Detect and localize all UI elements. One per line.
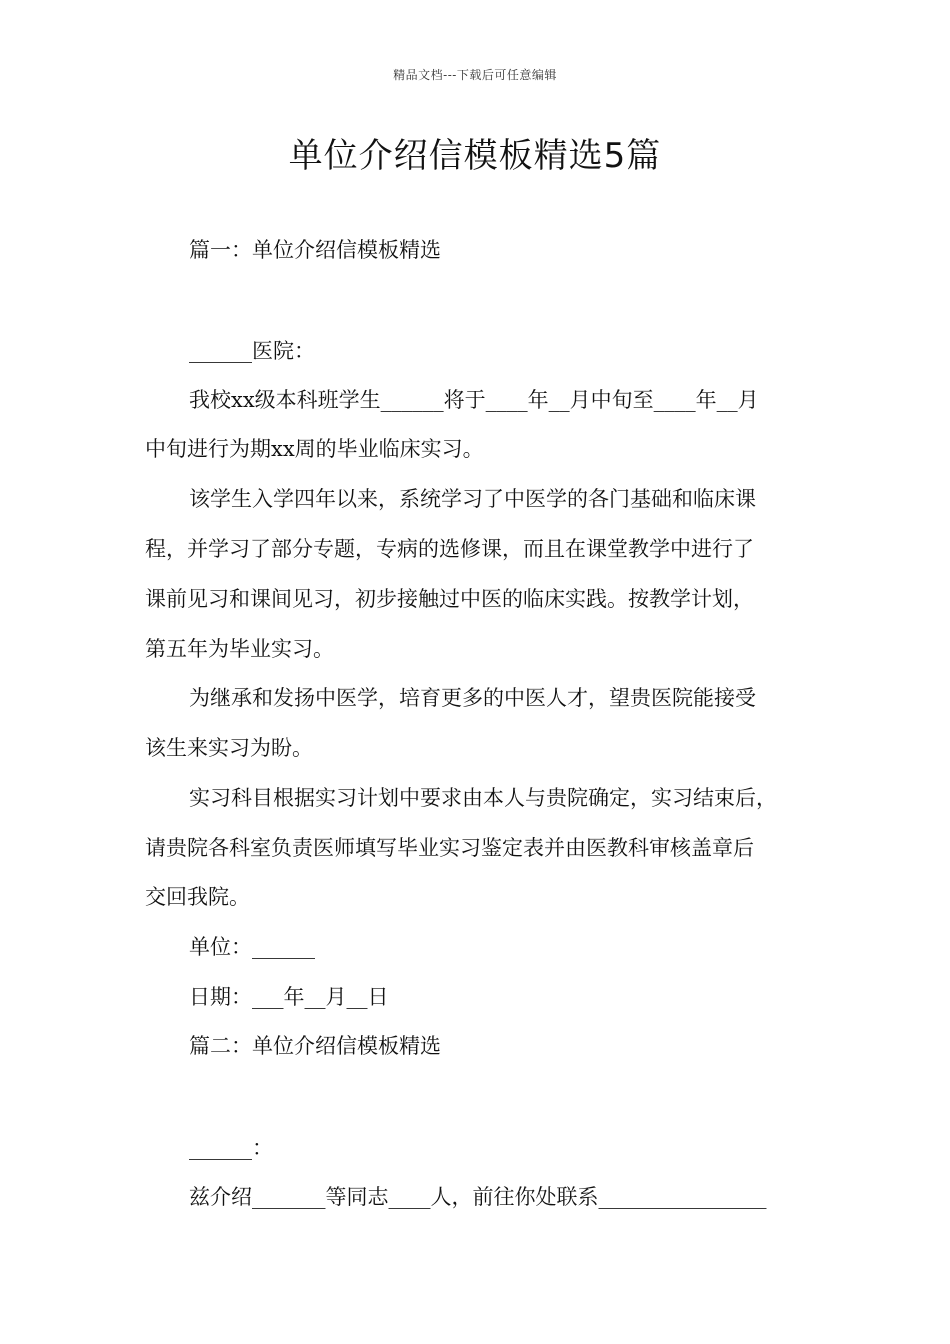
body-line: 交回我院。 bbox=[145, 885, 250, 909]
unit-line: 单位：______ bbox=[189, 935, 315, 959]
header-note: 精品文档---下载后可任意编辑 bbox=[393, 68, 557, 82]
body-line: 中旬进行为期xx周的毕业临床实习。 bbox=[145, 437, 484, 461]
body-line: 兹介绍_______等同志____人，前往你处联系________________ bbox=[189, 1185, 767, 1209]
date-line: 日期：___年__月__日 bbox=[189, 985, 389, 1009]
body-line: 请贵院各科室负责医师填写毕业实习鉴定表并由医教科审核盖章后 bbox=[145, 836, 754, 860]
body-line: 为继承和发扬中医学，培育更多的中医人才，望贵医院能接受 bbox=[189, 686, 756, 710]
body-line: 程，并学习了部分专题，专病的选修课，而且在课堂教学中进行了 bbox=[145, 537, 754, 561]
salutation-line: ______： bbox=[189, 1136, 273, 1160]
section-heading-1: 篇一：单位介绍信模板精选 bbox=[189, 238, 441, 262]
body-line: 第五年为毕业实习。 bbox=[145, 637, 334, 661]
body-line: 实习科目根据实习计划中要求由本人与贵院确定，实习结束后， bbox=[189, 786, 777, 810]
body-line: 我校xx级本科班学生______将于____年__月中旬至____年__月 bbox=[189, 388, 759, 412]
body-line: 课前见习和课间见习，初步接触过中医的临床实践。按教学计划， bbox=[145, 587, 754, 611]
body-line: 该学生入学四年以来，系统学习了中医学的各门基础和临床课 bbox=[189, 487, 756, 511]
document-title: 单位介绍信模板精选5篇 bbox=[288, 136, 662, 176]
body-line: 该生来实习为盼。 bbox=[145, 736, 313, 760]
salutation-line: ______医院： bbox=[189, 339, 315, 363]
section-heading-2: 篇二：单位介绍信模板精选 bbox=[189, 1034, 441, 1058]
